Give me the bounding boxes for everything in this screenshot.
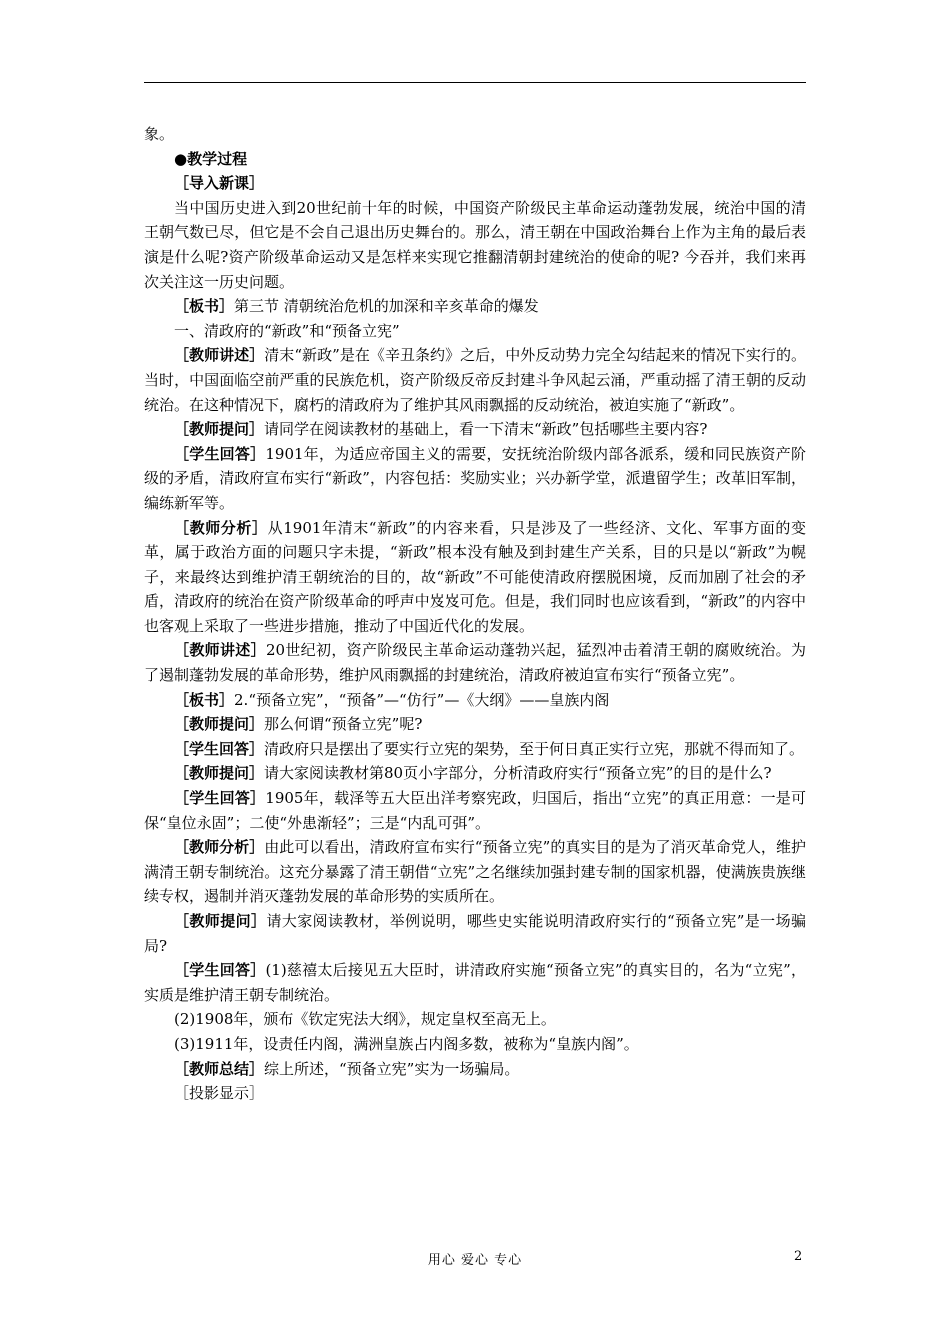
paragraph: [144, 442, 806, 516]
dialogue-tag: ［教师讲述］: [174, 641, 266, 660]
paragraph-text: 象。: [144, 125, 175, 143]
paragraph-text: 那么何谓“预备立宪”呢?: [264, 715, 423, 734]
dialogue-tag: ［教师分析］: [174, 518, 268, 537]
paragraph-text: 从1901年清末“新政”的内容来看，只是涉及了一些经济、文化、军事方面的变革，属于政治方面的问题只字未提，“新政”根本没有触及到封建生产关系，目的只是以“新政”为幌子，来最终达到维护清王朝统治的目的，故“新政”不可能使清政府摆脱困境，反而加剧了社会的矛盾，清政府的统治在资产阶级革命的呼声中岌岌可危。但是，我们同时也应该看到，“新政”的内容中也客观上采取了一些进步措施，推动了中国近代化的发展。: [144, 518, 806, 635]
paragraph-text: 请大家阅读教材第80页小字部分，分析清政府实行“预备立宪”的目的是什么?: [264, 764, 772, 783]
paragraph: [144, 1081, 806, 1106]
paragraph: [144, 1032, 806, 1057]
paragraph-text: 当中国历史进入到20世纪前十年的时候，中国资产阶级民主革命运动蓬勃发展，统治中国的清王朝气数已尽，但它是不会自己退出历史舞台的。那么，清王朝在中国政治舞台上作为主角的最后表演是什么呢?资产阶级革命运动又是怎样来实现它推翻清朝封建统治的使命的呢? 今吞并，我们来再次关注这一历史问题。: [144, 198, 806, 291]
paragraph-text: 20世纪初，资产阶级民主革命运动蓬勃兴起，猛烈冲击着清王朝的腐败统治。为了遏制蓬勃发展的革命形势，维护风雨飘摇的封建统治，清政府被迫宣布实行“预备立宪”。: [144, 641, 806, 685]
dialogue-tag: ［教师提问］: [174, 764, 265, 783]
paragraph-text: (1)慈禧太后接见五大臣时，讲清政府实施“预备立宪”的真实目的，名为“立宪”，实质是维护清王朝专制统治。: [144, 961, 806, 1004]
paragraph: [144, 294, 806, 319]
footer-motto: 用心 爱心 专心: [427, 1253, 523, 1268]
dialogue-tag: ［学生回答］: [174, 739, 265, 758]
dialogue-tag: ［教师分析］: [174, 838, 265, 857]
paragraph: [144, 638, 806, 687]
paragraph-text: 请大家阅读教材，举例说明，哪些史实能说明清政府实行的“预备立宪”是一场骗局?: [144, 912, 806, 955]
paragraph: [144, 786, 806, 835]
paragraph-text: 第三节 清朝统治危机的加深和辛亥革命的爆发: [234, 297, 539, 316]
paragraph: [144, 835, 806, 909]
paragraph-text: 综上所述，“预备立宪”实为一场骗局。: [264, 1059, 520, 1078]
paragraph-text: ●教学过程: [174, 149, 248, 168]
paragraph-text: 1901年，为适应帝国主义的需要，安抚统治阶级内部各派系，缓和同民族资产阶级的矛盾，清政府宣布实行“新政”，内容包括：奖励实业；兴办新学堂，派遣留学生；改革旧军制，编练新军等。: [144, 444, 806, 512]
paragraph: [144, 196, 806, 294]
paragraph-text: 清末“新政”是在《辛丑条约》之后，中外反动势力完全勾结起来的情况下实行的。当时，中国面临空前严重的民族危机，资产阶级反帝反封建斗争风起云涌，严重动摇了清王朝的反动统治。在这种情况下，腐朽的清政府为了维护其风雨飘摇的反动统治，被迫实施了“新政”。: [144, 346, 806, 414]
document-body: [144, 122, 806, 1106]
dialogue-tag: ［学生回答］: [174, 961, 266, 980]
paragraph-text: (3)1911年，设责任内阁，满洲皇族占内阁多数，被称为“皇族内阁”。: [174, 1034, 639, 1053]
dialogue-tag: ［学生回答］: [174, 444, 266, 463]
dialogue-tag: ［教师提问］: [174, 912, 267, 930]
paragraph-text: ［导入新课］: [174, 174, 265, 193]
paragraph-text: 由此可以看出，清政府宣布实行“预备立宪”的真实目的是为了消灭革命党人，维护满清王朝专制统治。这充分暴露了清王朝借“立宪”之名继续加强封建专制的国家机器，使满族贵族继续专权，遏制并消灭蓬勃发展的革命形势的实质所在。: [144, 838, 806, 906]
paragraph: [144, 516, 806, 639]
paragraph: [144, 343, 806, 417]
dialogue-tag: ［教师总结］: [174, 1059, 265, 1078]
paragraph: [144, 761, 806, 786]
paragraph: [144, 171, 806, 196]
paragraph-text: 清政府只是摆出了要实行立宪的架势，至于何日真正实行立宪，那就不得而知了。: [264, 739, 805, 758]
paragraph-text: ［投影显示］: [174, 1084, 265, 1103]
paragraph-text: (2)1908年，颁布《钦定宪法大纲》，规定皇权至高无上。: [174, 1010, 556, 1029]
paragraph-text: 一、清政府的“新政”和“预备立宪”: [174, 321, 400, 340]
paragraph: [144, 958, 806, 1007]
paragraph: [144, 688, 806, 713]
dialogue-tag: ［教师讲述］: [174, 346, 265, 365]
paragraph: [144, 122, 806, 147]
paragraph: [144, 147, 806, 172]
paragraph: [144, 909, 806, 958]
paragraph-text: 1905年，载泽等五大臣出洋考察宪政，归国后，指出“立宪”的真正用意：一是可保“皇位永固”；二使“外患渐轻”；三是“内乱可弭”。: [144, 789, 806, 832]
paragraph: [144, 417, 806, 442]
dialogue-tag: ［学生回答］: [174, 789, 266, 808]
header-rule: [144, 82, 806, 83]
paragraph: [144, 712, 806, 737]
dialogue-tag: ［板书］: [174, 297, 235, 316]
dialogue-tag: ［教师提问］: [174, 715, 265, 734]
paragraph-text: 2.“预备立宪”，“预备”—“仿行”—《大纲》——皇族内阁: [234, 690, 610, 709]
paragraph: [144, 737, 806, 762]
paragraph: [144, 1007, 806, 1032]
paragraph: [144, 319, 806, 344]
dialogue-tag: ［教师提问］: [174, 420, 265, 439]
page-number: 2: [794, 1249, 803, 1264]
dialogue-tag: ［板书］: [174, 690, 235, 709]
paragraph: [144, 1057, 806, 1082]
paragraph-text: 请同学在阅读教材的基础上，看一下清末“新政”包括哪些主要内容?: [264, 420, 708, 439]
